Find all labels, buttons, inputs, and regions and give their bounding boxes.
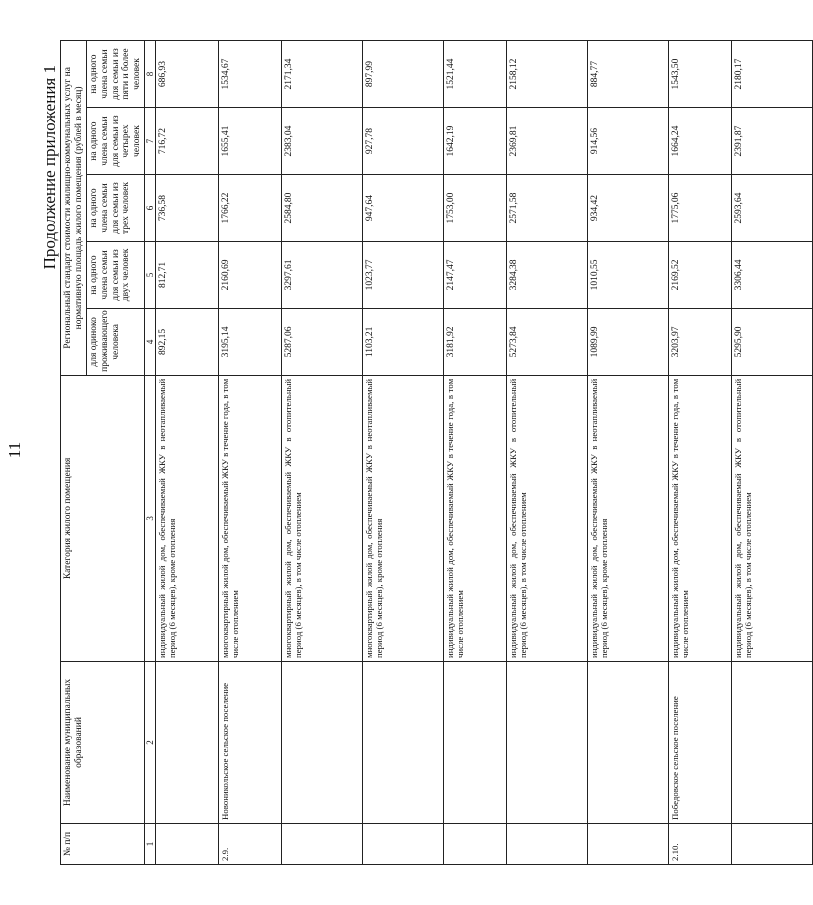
value-three: 736,58 [156,175,219,242]
table-row [282,41,363,865]
housing-category: многоквартирный жилой дом, обеспечиваемый ЖКУ в неотапливаемый период (6 месяцев), кроме отопления [363,375,444,661]
row-number [156,823,219,864]
header-sub-four: на одного члена семьи для семьи из четырех человек [87,108,145,175]
table-row [156,41,219,865]
value-five-plus: 884,77 [588,41,669,108]
table-row [732,41,813,865]
municipality-name [507,662,588,824]
value-three: 1775,06 [669,175,732,242]
value-three: 934,42 [588,175,669,242]
page-number: 11 [5,441,24,459]
value-two: 2169,52 [669,241,732,308]
value-five-plus: 2171,34 [282,41,363,108]
row-number [363,823,444,864]
housing-cost-standard-table [60,40,813,865]
value-three: 1753,00 [444,175,507,242]
header-sub-three: на одного члена семьи для семьи из трех человек [87,175,145,242]
column-number: 3 [145,375,156,661]
housing-category: индивидуальный жилой дом, обеспечиваемый ЖКУ в неотапливаемый период (6 месяцев), кроме отопления [156,375,219,661]
table-row [669,41,732,865]
value-two: 812,71 [156,241,219,308]
housing-category: индивидуальный жилой дом, обеспечиваемый ЖКУ в отопительный период (6 месяцев), в том числе отоплением [507,375,588,661]
value-five-plus: 897,99 [363,41,444,108]
value-single: 5295,90 [732,308,813,375]
header-col-standard: Региональный стандарт стоимости жилищно-коммунальных услуг на нормативную площадь жилого помещения (рублей в месяц) [61,41,87,376]
row-number: 2.10. [669,823,732,864]
municipality-name: Победовское сельское поселение [669,662,732,824]
value-four: 716,72 [156,108,219,175]
value-three: 2571,58 [507,175,588,242]
value-four: 914,56 [588,108,669,175]
municipality-name [732,662,813,824]
housing-category: многоквартирный жилой дом, обеспечиваемый ЖКУ в отопительный период (6 месяцев), в том числе отоплением [282,375,363,661]
municipality-name [363,662,444,824]
value-single: 1103,21 [363,308,444,375]
value-three: 2593,64 [732,175,813,242]
value-three: 947,64 [363,175,444,242]
column-number: 4 [145,308,156,375]
header-sub-single: для одиноко проживающего человека [87,308,145,375]
header-sub-two: на одного члена семьи для семьи из двух человек [87,241,145,308]
value-five-plus: 1543,50 [669,41,732,108]
housing-category: индивидуальный жилой дом, обеспечиваемый ЖКУ в неотапливаемый период (6 месяцев), кроме отопления [588,375,669,661]
municipality-name [444,662,507,824]
municipality-name: Новоникольское сельское поселение [219,662,282,824]
housing-category: индивидуальный жилой дом, обеспечиваемый ЖКУ в отопительный период (6 месяцев), в том числе отоплением [732,375,813,661]
value-two: 3306,44 [732,241,813,308]
value-five-plus: 2180,17 [732,41,813,108]
value-two: 2160,69 [219,241,282,308]
header-col-municipality: Наименование муниципальных образований [61,662,145,824]
column-number: 7 [145,108,156,175]
value-single: 3181,92 [444,308,507,375]
row-number [282,823,363,864]
value-five-plus: 1534,67 [219,41,282,108]
value-four: 927,78 [363,108,444,175]
table-row [588,41,669,865]
header-sub-five-plus: на одного члена семьи для семьи из пяти и более человек [87,41,145,108]
row-number [588,823,669,864]
table-row [363,41,444,865]
value-single: 3203,97 [669,308,732,375]
column-number: 8 [145,41,156,108]
value-four: 1642,19 [444,108,507,175]
value-two: 3284,38 [507,241,588,308]
column-number: 1 [145,823,156,864]
value-two: 2147,47 [444,241,507,308]
value-single: 5273,84 [507,308,588,375]
row-number: 2.9. [219,823,282,864]
municipality-name [588,662,669,824]
row-number [507,823,588,864]
value-three: 1766,22 [219,175,282,242]
housing-category: индивидуальный жилой дом, обеспечиваемый ЖКУ в течение года, в том числе отоплением [444,375,507,661]
municipality-name [282,662,363,824]
value-four: 1664,24 [669,108,732,175]
header-col-num: № п/п [61,823,145,864]
value-single: 3195,14 [219,308,282,375]
value-single: 1089,99 [588,308,669,375]
column-number: 5 [145,241,156,308]
value-single: 5287,06 [282,308,363,375]
value-four: 2383,04 [282,108,363,175]
row-number [444,823,507,864]
housing-category: многоквартирный жилой дом, обеспечиваемый ЖКУ в течение года, в том числе отоплением [219,375,282,661]
value-four: 2369,81 [507,108,588,175]
value-two: 1023,77 [363,241,444,308]
value-three: 2584,80 [282,175,363,242]
housing-category: индивидуальный жилой дом, обеспечиваемый ЖКУ в течение года, в том числе отоплением [669,375,732,661]
municipality-name [156,662,219,824]
header-col-category: Категория жилого помещения [61,375,145,661]
value-five-plus: 2158,12 [507,41,588,108]
value-four: 2391,87 [732,108,813,175]
value-five-plus: 686,93 [156,41,219,108]
column-number: 6 [145,175,156,242]
table-row [507,41,588,865]
value-two: 3297,61 [282,241,363,308]
table-row [219,41,282,865]
value-four: 1655,41 [219,108,282,175]
value-five-plus: 1521,44 [444,41,507,108]
appendix-note: Продолжение приложения 1 [40,65,59,270]
column-number: 2 [145,662,156,824]
row-number [732,823,813,864]
table-row [444,41,507,865]
value-two: 1010,55 [588,241,669,308]
value-single: 892,15 [156,308,219,375]
